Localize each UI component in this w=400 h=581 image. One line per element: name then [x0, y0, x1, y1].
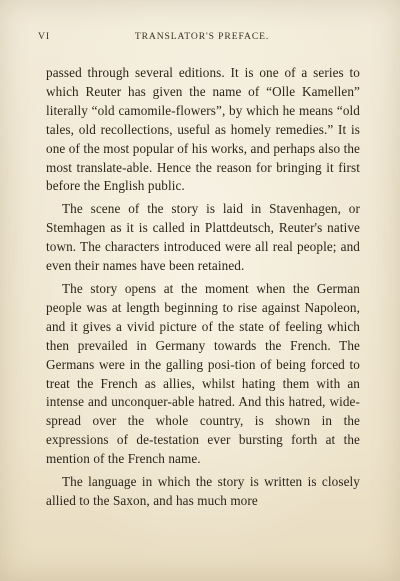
running-head: TRANSLATOR'S PREFACE. — [134, 31, 270, 42]
paragraph-continuation: passed through several editions. It is one of a series to which Reuter has given the name of “Olle Kamellen” literally “old camomile-flowers”, by which he means “old tales, old recollections, useful as homely remedies.” It is one of the most popular of his works, and perhaps also the most translate-able. Hence the reason for bringing it first before the English public. — [46, 65, 360, 194]
page-header — [38, 31, 366, 45]
paragraph-language: The language in which the story is written is closely allied to the Saxon, and has much more — [46, 474, 360, 508]
body-text — [46, 64, 360, 511]
page-number: VI — [38, 31, 50, 42]
paragraph-scene: The scene of the story is laid in Stavenhagen, or Stemhagen as it is called in Plattdeutsch, Reuter's native town. The characters introduced were all real people; and even their names have been retained. — [46, 201, 360, 274]
paragraph-story-opening: The story opens at the moment when the German people was at length beginning to rise against Napoleon, and it gives a vivid picture of the state of feeling which then prevailed in Germany towards the French. The Germans were in the galling posi-tion of being forced to treat the French as allies, whilst hating them with an intense and unconquer-able hatred. And this hatred, wide-spread over the whole country, is shown in the expressions of de-testation ever bursting forth at the mention of the French name. — [46, 280, 360, 467]
